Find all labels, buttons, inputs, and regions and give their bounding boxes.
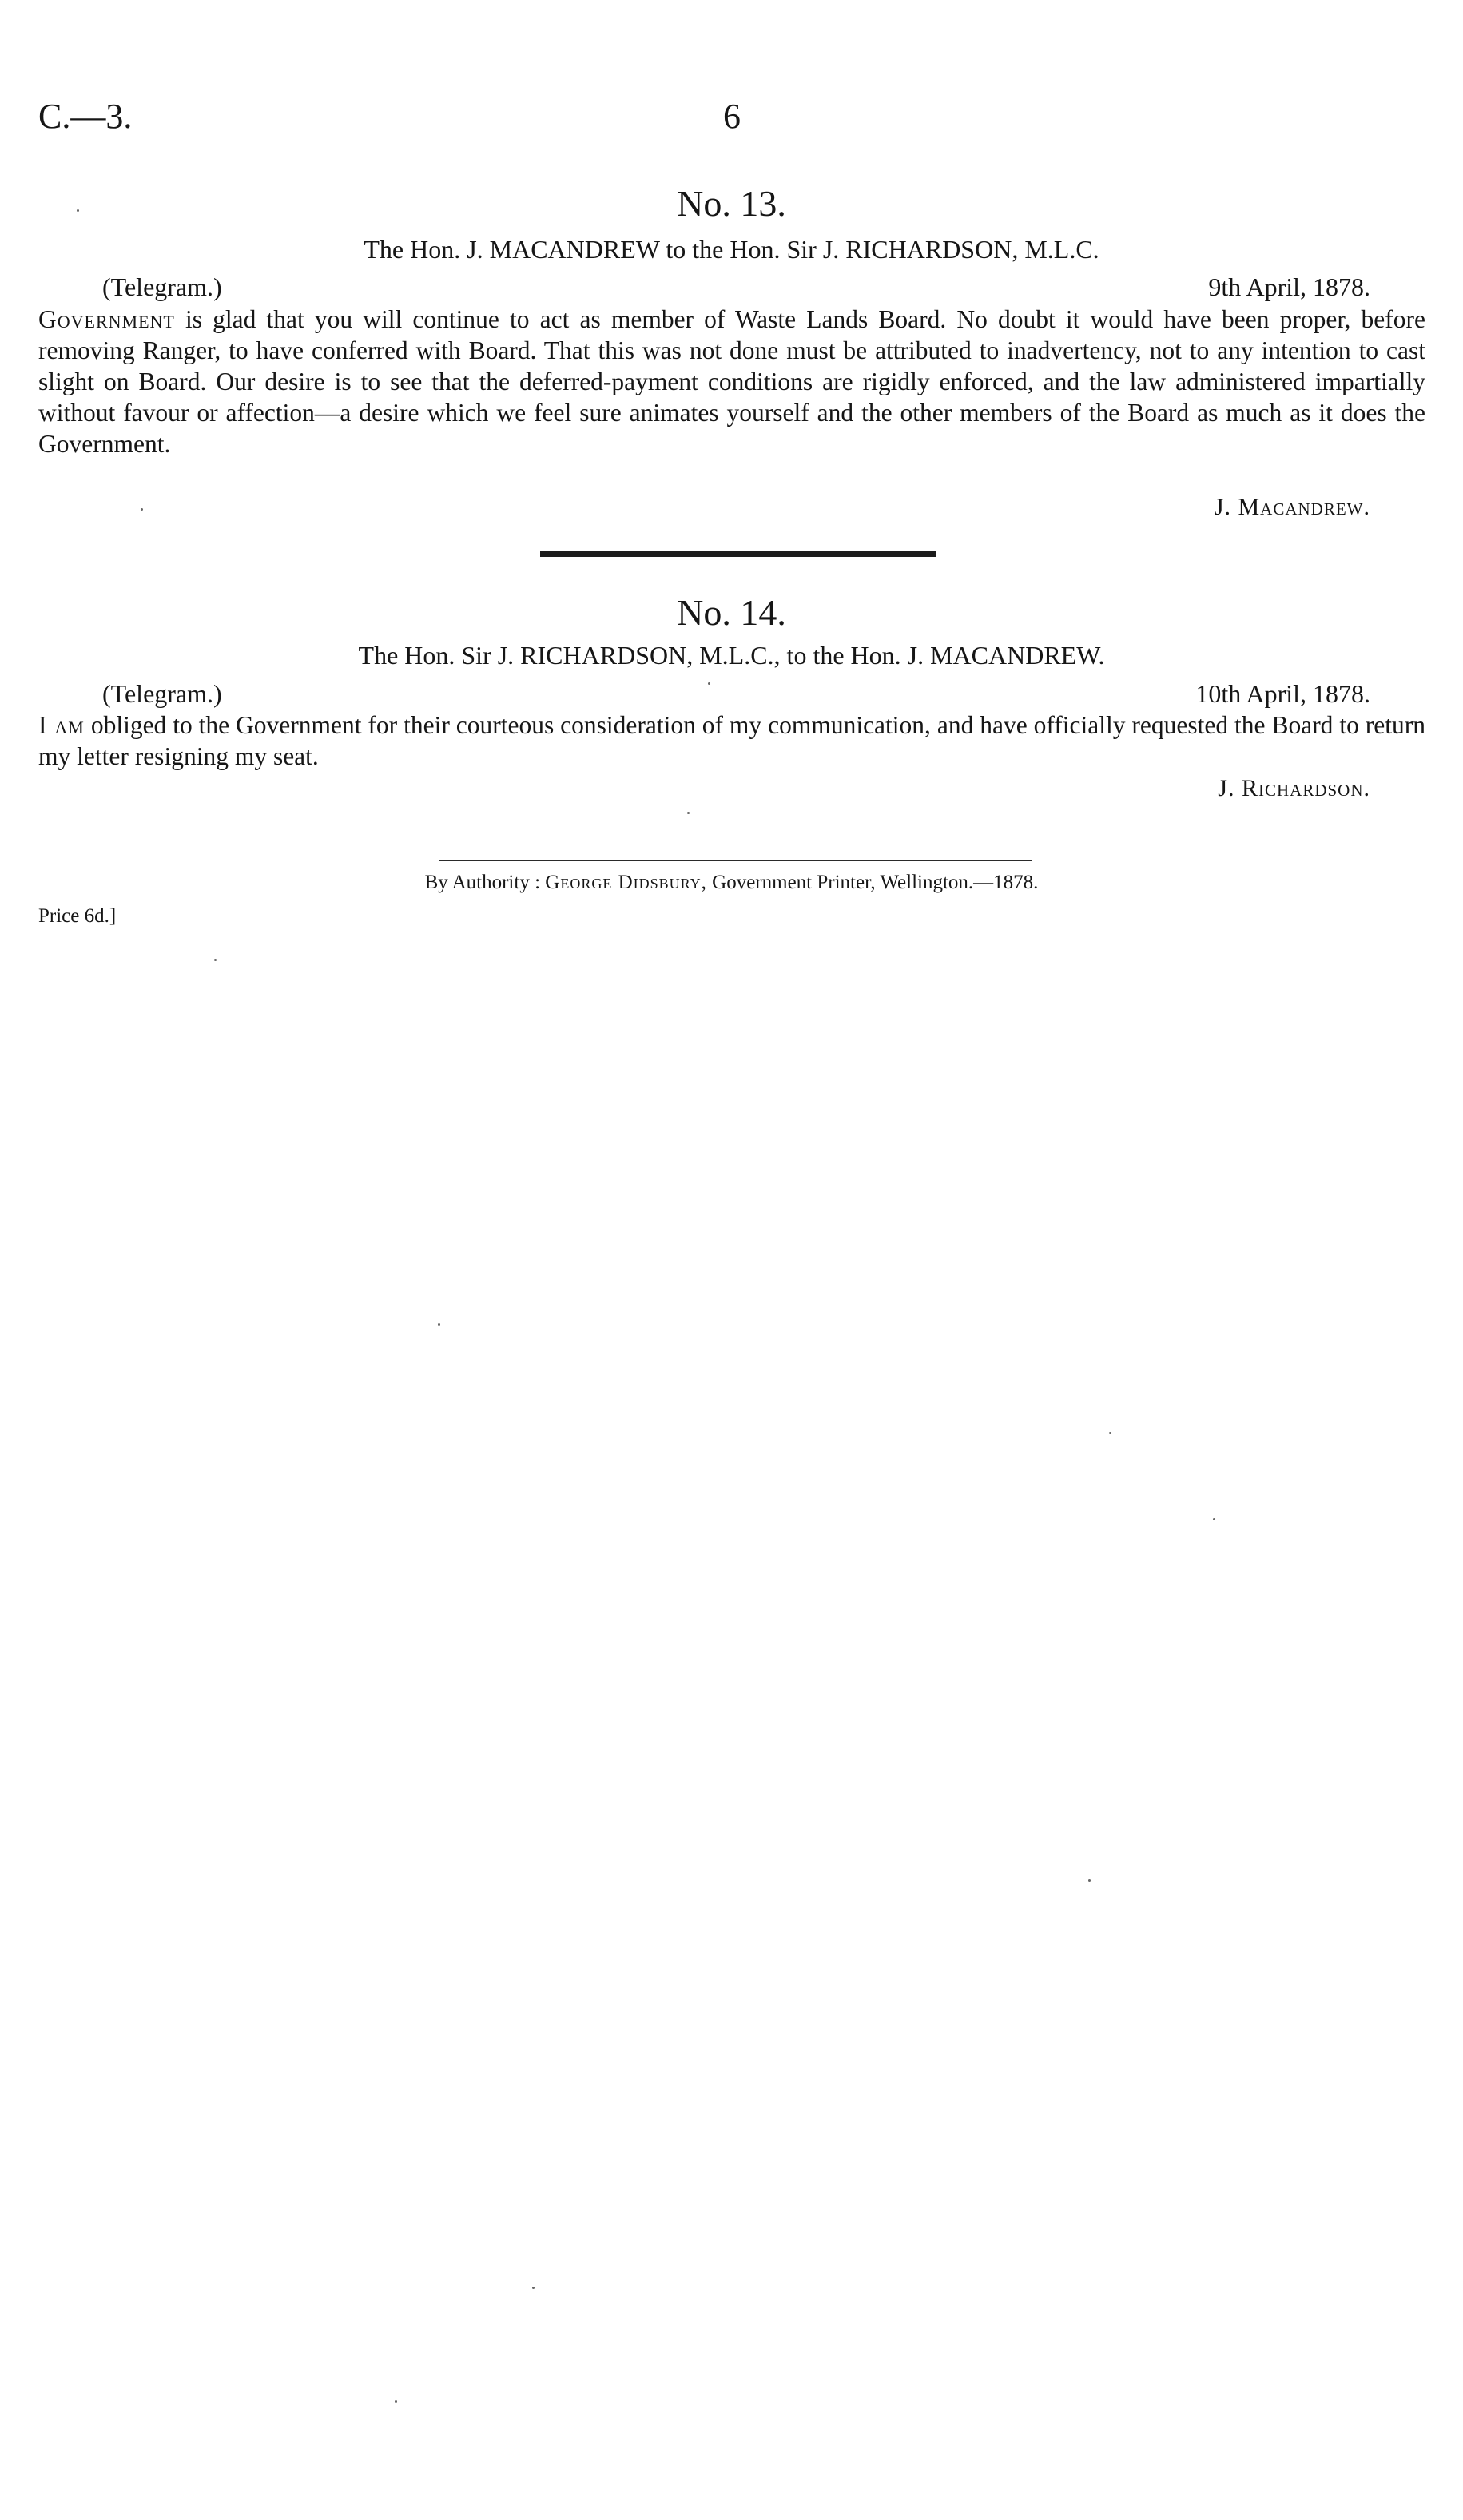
price-note: Price 6d.] (38, 905, 117, 927)
scan-speck (687, 812, 690, 814)
letter-14-addressee: The Hon. Sir J. RICHARDSON, M.L.C., to the Hon. J. MACANDREW. (358, 641, 1105, 670)
letter-13-body (38, 304, 1425, 459)
page-number: 6 (723, 97, 741, 136)
letter-14-opening-word: I am (38, 711, 85, 739)
letter-14-date: 10th April, 1878. (1195, 679, 1370, 708)
letter-14-number: No. 14. (677, 592, 786, 633)
printer-imprint (0, 872, 1463, 892)
section-divider-rule (540, 551, 936, 557)
letter-13-type: (Telegram.) (102, 272, 222, 301)
scan-speck (141, 508, 143, 511)
footer-rule (439, 860, 1032, 861)
letter-14-signature: J. Richardson. (1218, 775, 1370, 801)
letter-13-body-text: is glad that you will continue to act as member of Waste Lands Board. No doubt it would have been proper, before removing Ranger, to have conferred with Board. That this was not done must be attributed to inadvertency, not to any intention to cast slight on Board. Our desire is to see that the deferred-payment conditions are rigidly enforced, and the law administered impartially without favour or affection—a desire which we feel sure animates yourself and the other members of the Board as much as it does the Government. (38, 305, 1426, 458)
letter-13-date: 9th April, 1878. (1208, 272, 1370, 301)
scan-speck (1109, 1432, 1111, 1434)
letter-14-type: (Telegram.) (102, 679, 222, 708)
imprint-printer-name: George Didsbury, (545, 872, 707, 893)
letter-14-body-text: obliged to the Government for their courteous consideration of my communication, and have officially requested the Board to return my letter resigning my seat. (38, 711, 1425, 770)
letter-13-addressee: The Hon. J. MACANDREW to the Hon. Sir J. RICHARDSON, M.L.C. (364, 235, 1099, 264)
scan-speck (395, 2400, 397, 2403)
imprint-prefix: By Authority : (424, 872, 541, 893)
scan-speck (708, 682, 710, 685)
letter-13-number: No. 13. (677, 183, 786, 224)
scan-speck (77, 209, 79, 212)
scan-speck (214, 959, 217, 961)
scan-speck (1088, 1879, 1091, 1882)
scan-speck (438, 1323, 440, 1326)
scan-speck (532, 2287, 535, 2289)
imprint-suffix: Government Printer, Wellington.—1878. (712, 872, 1039, 893)
document-reference: C.—3. (38, 97, 133, 136)
letter-13-opening-word: Government (38, 305, 175, 333)
scan-speck (1213, 1518, 1215, 1520)
letter-13-signature: J. Macandrew. (1214, 494, 1370, 520)
letter-14-body (38, 709, 1425, 772)
